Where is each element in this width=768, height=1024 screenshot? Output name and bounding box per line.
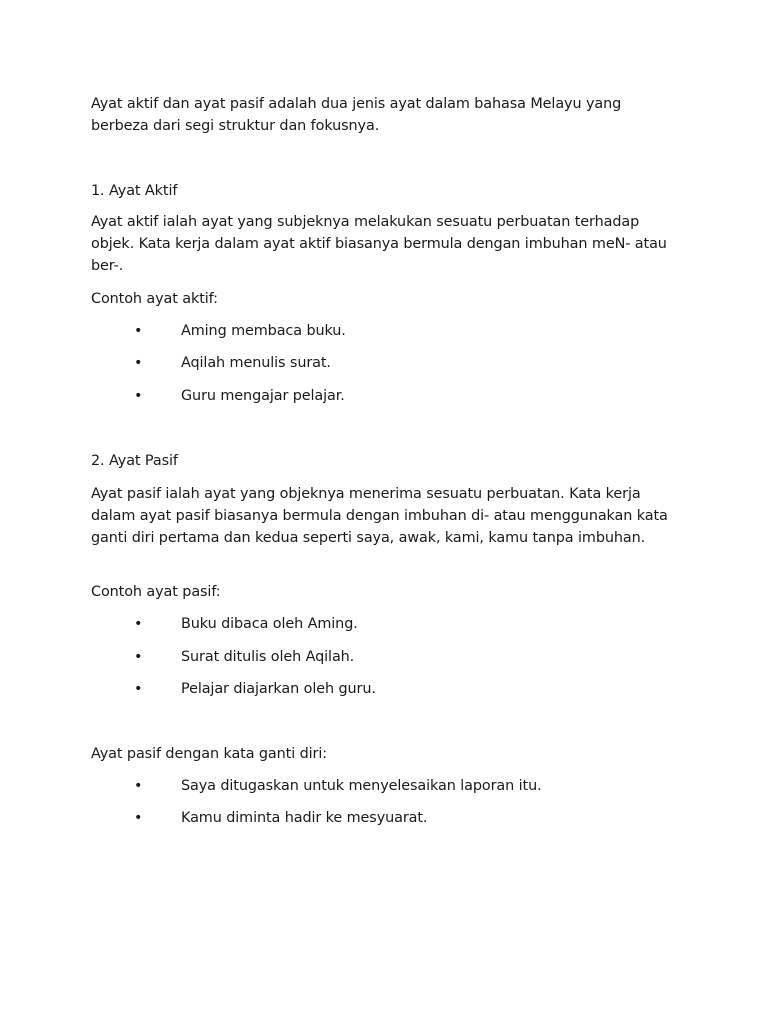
active-example-item: Aqilah menulis surat. <box>181 355 331 371</box>
intro-paragraph: Ayat aktif dan ayat pasif adalah dua jenis ayat dalam bahasa Melayu yang berbeza dari segi struktur dan fokusnya. <box>91 96 622 134</box>
section-heading-passive: 2. Ayat Pasif <box>91 453 178 469</box>
bullet-marker: • <box>134 681 143 697</box>
active-example-item: Aming membaca buku. <box>181 323 346 339</box>
pronoun-example-item: Saya ditugaskan untuk menyelesaikan laporan itu. <box>181 778 542 794</box>
active-example-item: Guru mengajar pelajar. <box>181 388 345 404</box>
passive-examples-label: Contoh ayat pasif: <box>91 584 221 600</box>
active-definition: Ayat aktif ialah ayat yang subjeknya melakukan sesuatu perbuatan terhadap objek. Kata kerja dalam ayat aktif biasanya bermula dengan imbuhan meN- atau ber-. <box>91 214 667 274</box>
pronoun-example-item: Kamu diminta hadir ke mesyuarat. <box>181 810 428 826</box>
pronoun-passive-label: Ayat pasif dengan kata ganti diri: <box>91 746 327 762</box>
bullet-marker: • <box>134 323 143 339</box>
bullet-marker: • <box>134 778 143 794</box>
bullet-marker: • <box>134 355 143 371</box>
section-heading-active: 1. Ayat Aktif <box>91 183 178 199</box>
active-examples-label: Contoh ayat aktif: <box>91 291 218 307</box>
passive-example-item: Buku dibaca oleh Aming. <box>181 616 358 632</box>
bullet-marker: • <box>134 388 143 404</box>
bullet-marker: • <box>134 649 143 665</box>
passive-example-item: Surat ditulis oleh Aqilah. <box>181 649 355 665</box>
passive-example-item: Pelajar diajarkan oleh guru. <box>181 681 376 697</box>
bullet-marker: • <box>134 616 143 632</box>
bullet-marker: • <box>134 810 143 826</box>
passive-definition: Ayat pasif ialah ayat yang objeknya menerima sesuatu perbuatan. Kata kerja dalam ayat pasif biasanya bermula dengan imbuhan di- atau menggunakan kata ganti diri pertama dan kedua seperti saya, awak, kami, kamu tanpa imbuhan. <box>91 486 668 546</box>
